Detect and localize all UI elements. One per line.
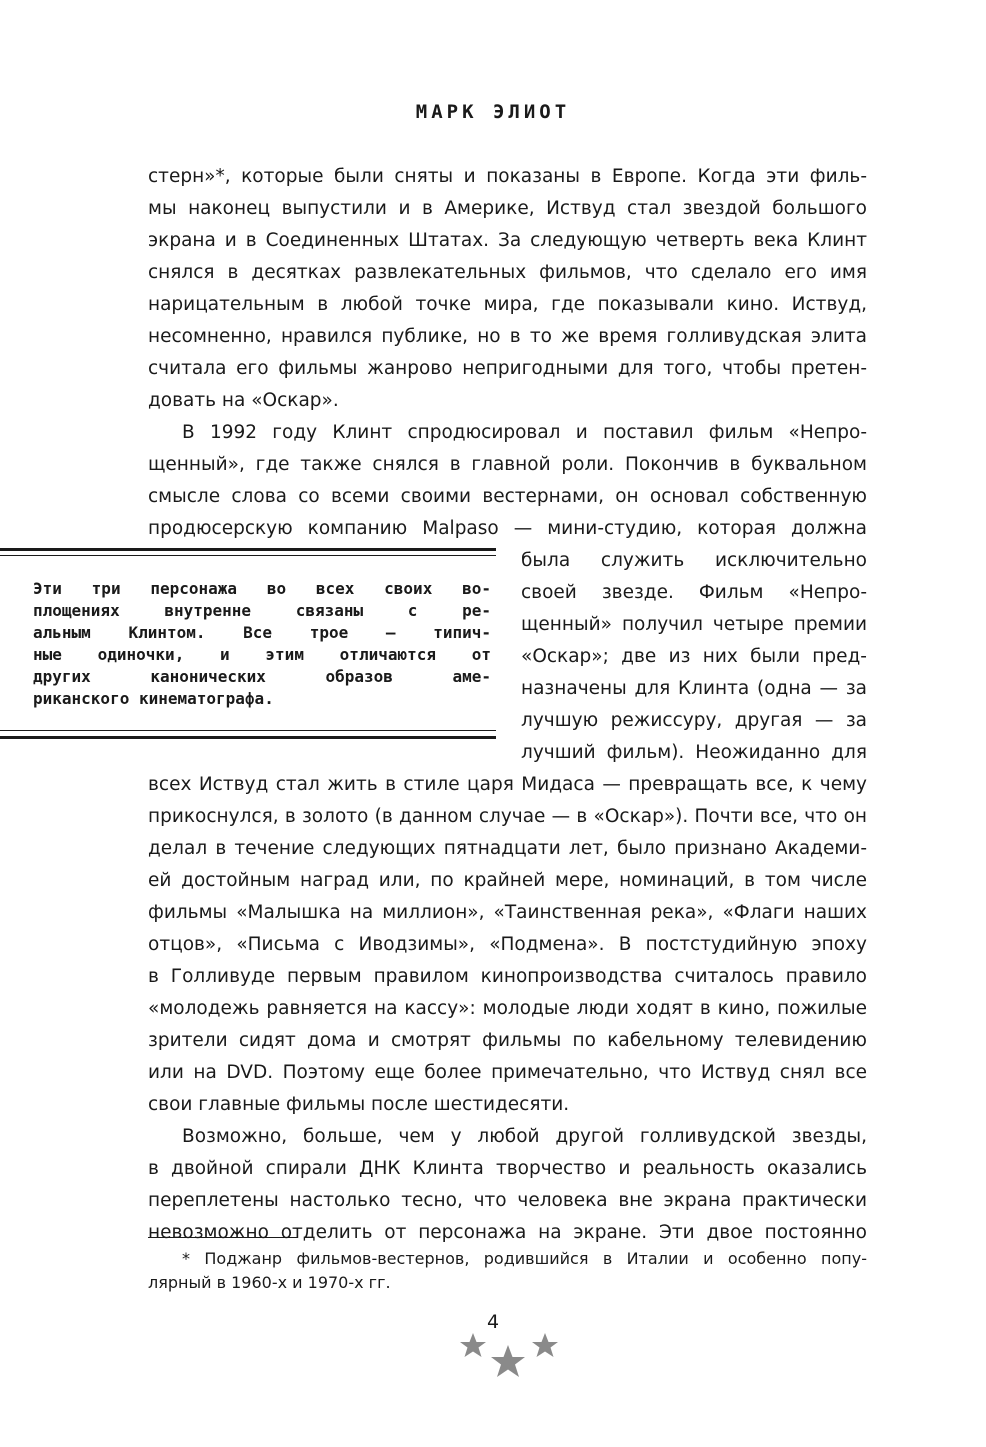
body-line: всех Иствуд стал жить в стиле царя Мидаса — превращать все, к чему (148, 774, 867, 795)
body-line: довать на «Оскар». (148, 390, 339, 411)
body-line: лучший фильм). Неожиданно для (521, 742, 867, 763)
body-line: Возможно, больше, чем у любой другой голливудской звезды, (182, 1126, 867, 1147)
pull-quote-line: ные одиночки, и этим отличаются от (33, 645, 491, 664)
body-line: мы наконец выпустили и в Америке, Иствуд стал звездой большого (148, 198, 867, 219)
body-line: невозможно отделить от персонажа на экране. Эти двое постоянно (148, 1222, 867, 1243)
body-line: продюсерскую компанию Malpaso — мини-студию, которая должна (148, 518, 867, 539)
pull-quote-line: площениях внутренне связаны с ре- (33, 601, 491, 620)
pull-quote-line: других канонических образов аме- (33, 667, 491, 686)
body-line: ей достойным наград или, по крайней мере, номинаций, в том числе (148, 870, 867, 891)
body-line: снялся в десятках развлекательных фильмов, что сделало его имя (148, 262, 867, 283)
body-line: щенный» получил четыре премии (521, 614, 867, 635)
footnote-line: * Поджанр фильмов-вестернов, родившийся в Италии и особенно попу- (182, 1249, 867, 1268)
star-icon-right (532, 1333, 558, 1357)
body-line: отцов», «Письма с Иводзимы», «Подмена». В постстудийную эпоху (148, 934, 867, 955)
body-line: в Голливуде первым правилом кинопроизводства считалось правило (148, 966, 867, 987)
pull-quote-rule-top-thin (0, 555, 496, 556)
three-stars-icon (455, 1329, 565, 1389)
pull-quote-line: альным Клинтом. Все трое — типич- (33, 623, 491, 642)
body-line: зрители сидят дома и смотрят фильмы по кабельному телевидению (148, 1030, 867, 1051)
body-line: считала его фильмы жанрово непригодными для того, чтобы претен- (148, 358, 867, 379)
body-line: в двойной спирали ДНК Клинта творчество и реальность оказались (148, 1158, 867, 1179)
body-line: своей звезде. Фильм «Непро- (521, 582, 867, 603)
body-line: делал в течение следующих пятнадцати лет, было признано Академи- (148, 838, 867, 859)
body-line: В 1992 году Клинт спродюсировал и поставил фильм «Непро- (182, 422, 867, 443)
body-line: стерн»*, которые были сняты и показаны в Европе. Когда эти филь- (148, 166, 867, 187)
body-line: «Оскар»; две из них были пред- (521, 646, 867, 667)
pull-quote-rule-bottom-thin (0, 730, 496, 731)
star-icon-left (460, 1333, 486, 1357)
body-line: смысле слова со всеми своими вестернами, он основал собственную (148, 486, 867, 507)
body-line: свои главные фильмы после шестидесяти. (148, 1094, 570, 1115)
footnote-rule (148, 1237, 298, 1238)
pull-quote-line: Эти три персонажа во всех своих во- (33, 579, 491, 598)
body-line: фильмы «Малышка на миллион», «Таинственная река», «Флаги наших (148, 902, 867, 923)
body-line: нарицательным в любой точке мира, где показывали кино. Иствуд, (148, 294, 867, 315)
body-line: переплетены настолько тесно, что человека вне экрана практически (148, 1190, 867, 1211)
body-line: «молодежь равняется на кассу»: молодые люди ходят в кино, пожилые (148, 998, 867, 1019)
pull-quote-line: риканского кинематографа. (33, 689, 274, 708)
body-line: экрана и в Соединенных Штатах. За следующую четверть века Клинт (148, 230, 867, 251)
footnote-line: лярный в 1960-х и 1970-х гг. (148, 1273, 391, 1292)
page-number: 4 (486, 1311, 500, 1333)
star-icon-center (491, 1345, 525, 1377)
body-line: назначены для Клинта (одна — за (521, 678, 867, 699)
body-line: была служить исключительно (521, 550, 867, 571)
body-line: щенный», где также снялся в главной роли. Покончив в буквальном (148, 454, 867, 475)
pull-quote-rule-top (0, 548, 496, 551)
body-line: лучшую режиссуру, другая — за (521, 710, 867, 731)
body-line: или на DVD. Поэтому еще более примечательно, что Иствуд снял все (148, 1062, 867, 1083)
body-line: несомненно, нравился публике, но в то же время голливудская элита (148, 326, 867, 347)
body-line: прикоснулся, в золото (в данном случае — в «Оскар»). Почти все, что он (148, 806, 867, 827)
running-header: МАРК ЭЛИОТ (415, 101, 571, 123)
pull-quote-rule-bottom (0, 736, 496, 739)
